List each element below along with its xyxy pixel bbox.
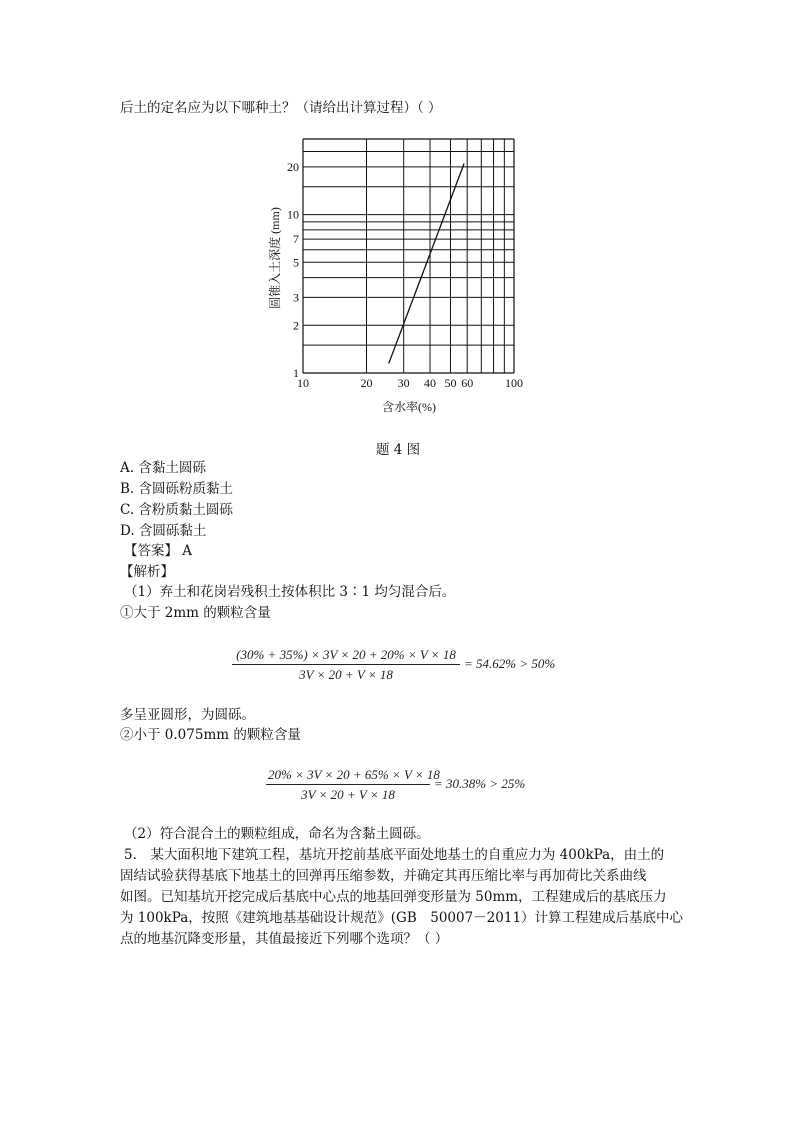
x-axis-label: 含水率(%): [382, 400, 436, 414]
option-d: D. 含圆砾黏土: [120, 523, 207, 539]
x-tick-label: 20: [360, 376, 373, 390]
formula-2-result: = 30.38% > 25%: [434, 776, 526, 791]
question-5-line-4: 为 100kPa，按照《建筑地基基础设计规范》(GB 50007－2011）计算工程建成后基底中心: [120, 910, 684, 926]
formula-2: [266, 767, 546, 807]
question-5-line-2: 固结试验获得基底下地基土的回弹再压缩参数，并确定其再压缩比率与再加荷比关系曲线: [120, 868, 647, 884]
y-tick-label: 7: [293, 232, 299, 247]
formula-2-numerator: 20% × 3V × 20 + 65% × V × 18: [266, 767, 430, 785]
x-tick-label: 60: [461, 376, 474, 390]
x-tick-label: 10: [297, 376, 309, 390]
formula-1-numerator: (30% + 35%) × 3V × 20 + 20% × V × 18: [232, 647, 460, 665]
y-tick-label: 10: [287, 207, 299, 222]
figure-caption: 题 4 图: [376, 442, 421, 458]
x-axis-ticks: [297, 376, 523, 390]
option-c: C. 含粉质黏土圆砾: [120, 502, 233, 518]
answer: 【答案】 A: [124, 543, 193, 559]
y-axis-ticks: [287, 160, 299, 380]
formula-1-denominator: 3V × 20 + V × 18: [299, 667, 393, 682]
chart-series-line: [389, 164, 464, 364]
x-tick-label: 50: [444, 376, 457, 390]
y-tick-label: 20: [287, 159, 299, 174]
analysis-step-2: （2）符合混合土的颗粒组成，命名为含黏土圆砾。: [124, 826, 430, 842]
conclusion-1: 多呈亚圆形，为圆砾。: [120, 707, 255, 723]
option-b: B. 含圆砾粉质黏土: [120, 481, 234, 497]
chart-grid: [303, 139, 514, 373]
formula-1: [232, 647, 572, 687]
formula-1-result: = 54.62% > 50%: [464, 656, 556, 671]
option-a: A. 含黏土圆砾: [120, 460, 206, 476]
y-tick-label: 1: [293, 366, 299, 380]
x-tick-label: 30: [397, 376, 410, 390]
y-tick-label: 5: [293, 255, 299, 270]
y-axis-label: 圆锥入土深度 (mm): [268, 207, 282, 309]
question-tail: 后土的定名应为以下哪种土？（请给出计算过程）（ ）: [120, 100, 442, 116]
x-tick-label: 100: [505, 376, 523, 390]
formula-2-denominator: 3V × 20 + V × 18: [301, 787, 395, 802]
question-5-line-3: 如图。已知基坑开挖完成后基底中心点的地基回弹变形量为 50mm，工程建成后的基底压力: [120, 889, 667, 905]
analysis-item-1: ①大于 2mm 的颗粒含量: [120, 605, 271, 621]
analysis-item-2: ②小于 0.075mm 的颗粒含量: [120, 727, 301, 743]
question-5-line-1: 5. 某大面积地下建筑工程，基坑开挖前基底平面处地基土的自重应力为 400kPa，由土的: [124, 847, 665, 863]
y-tick-label: 3: [293, 290, 299, 305]
cone-penetration-chart: [0, 0, 794, 430]
y-tick-label: 2: [293, 318, 299, 333]
x-tick-label: 40: [424, 376, 437, 390]
question-5-line-5: 点的地基沉降变形量，其值最接近下列哪个选项？（ ）: [120, 931, 449, 947]
analysis-step-1: （1）弃土和花岗岩残积土按体积比 3∶1 均匀混合后。: [124, 584, 456, 600]
analysis-title: 【解析】: [120, 564, 174, 580]
